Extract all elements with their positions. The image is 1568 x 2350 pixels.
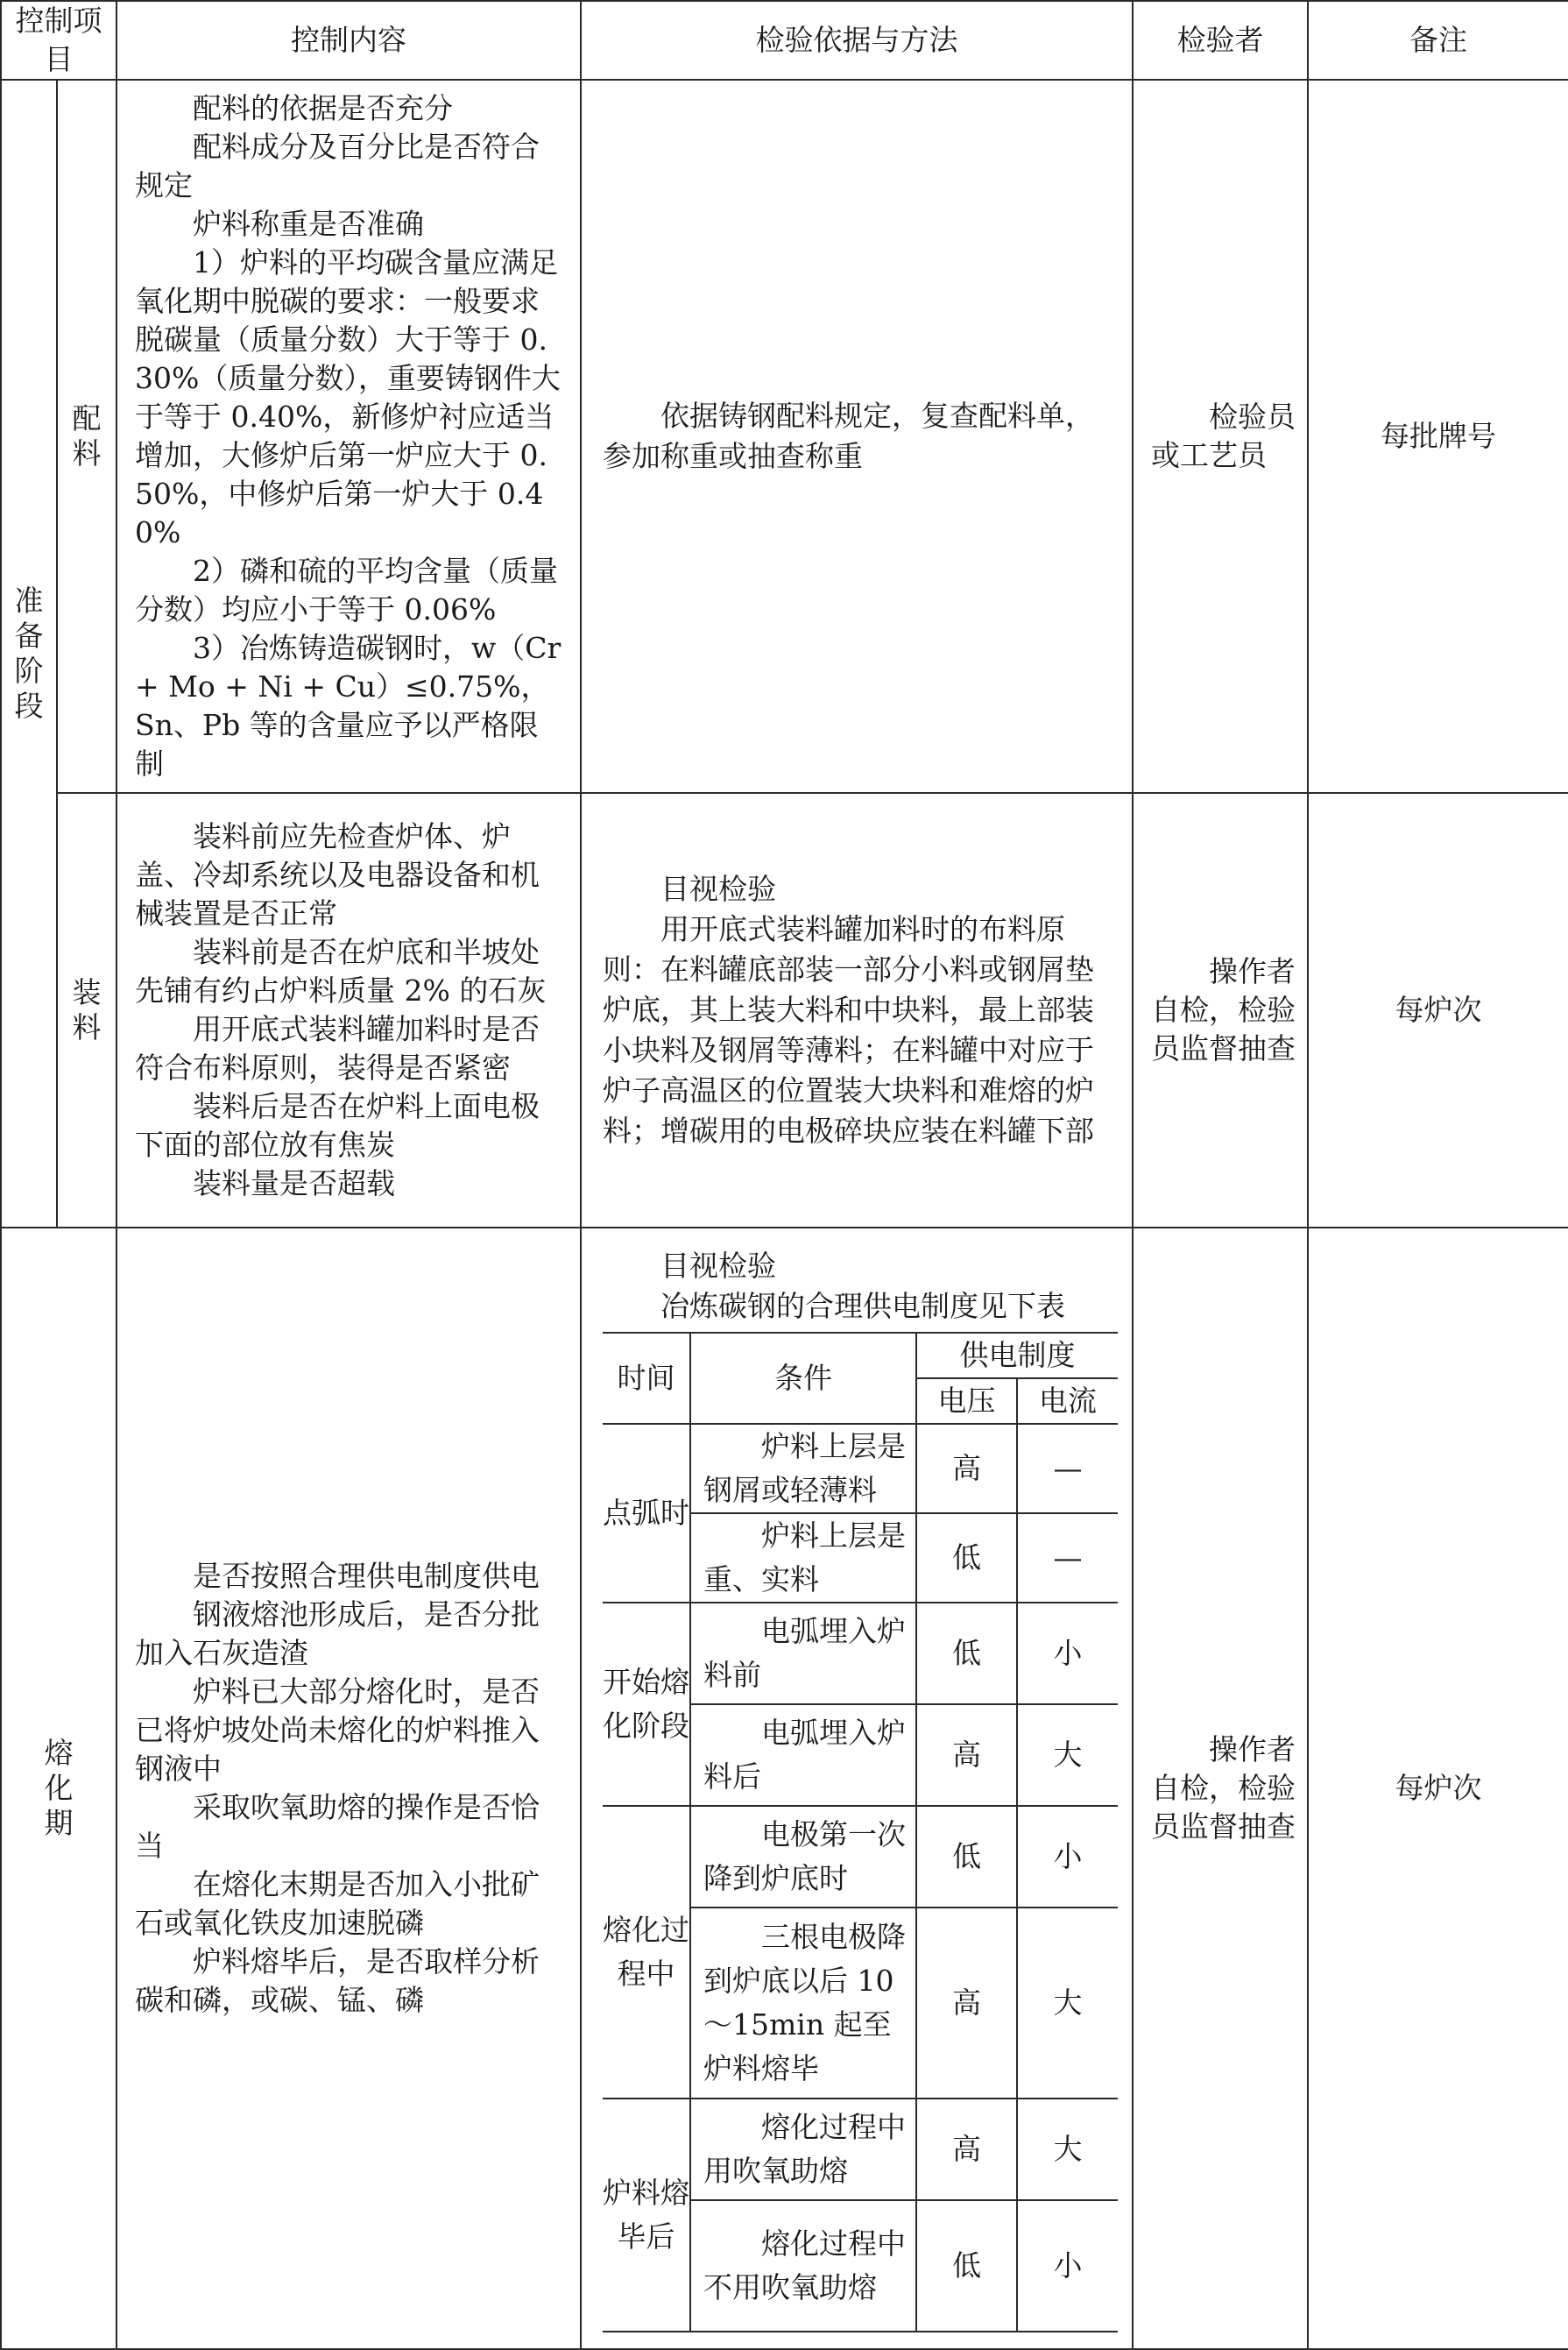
zhuangliao-method — [581, 793, 1133, 1228]
header-method: 检验依据与方法 — [581, 1, 1133, 80]
inner-condition — [690, 1908, 916, 2099]
power-supply-table — [603, 1332, 1118, 2332]
inner-time: 开始熔化阶段 — [603, 1603, 690, 1806]
inner-voltage: 低 — [916, 1806, 1017, 1908]
inner-header-time: 时间 — [603, 1333, 690, 1424]
item-label-zhuangliao — [57, 793, 117, 1228]
inner-time: 炉料熔毕后 — [603, 2099, 690, 2332]
inner-current: 小 — [1017, 1806, 1118, 1908]
inner-condition — [690, 2200, 916, 2332]
content-line: 2）磷和硫的平均含量（质量分数）均应小于等于 0.06% — [135, 554, 558, 626]
content-line: 装料前是否在炉底和半坡处先铺有约占炉料质量 2% 的石灰 — [135, 935, 547, 1008]
peiliao-inspector — [1133, 80, 1308, 793]
content-line: 钢液熔池形成后，是否分批加入石灰造渣 — [135, 1597, 540, 1670]
content-line: 装料前应先检查炉体、炉盖、冷却系统以及电器设备和机械装置是否正常 — [135, 819, 540, 931]
inner-current: 小 — [1017, 2200, 1118, 2332]
method-line: 用开底式装料罐加料时的布料原则：在料罐底部装一部分小料或钢屑垫炉底，其上装大料和中块料，最上部装小块料及钢屑等薄料；在料罐中对应于炉子高温区的位置装大块料和难熔的炉料；增碳用的电极碎块应装在料罐下部 — [603, 912, 1094, 1148]
stage-ronghua-text: 熔化期 — [44, 1736, 74, 1840]
content-line: 装料后是否在炉料上面电极下面的部位放有焦炭 — [135, 1089, 540, 1162]
content-line: 配料成分及百分比是否符合规定 — [135, 130, 540, 202]
table-header-row — [1, 1, 1568, 80]
stage-label-prep — [1, 80, 57, 1228]
ronghua-remark: 每炉次 — [1308, 1228, 1568, 2349]
inner-header-current: 电流 — [1017, 1378, 1118, 1424]
content-line: 用开底式装料罐加料时是否符合布料原则，装得是否紧密 — [135, 1012, 540, 1085]
inspector-text: 检验员或工艺员 — [1151, 400, 1296, 472]
inner-voltage: 低 — [916, 1513, 1017, 1603]
condition-text: 电弧埋入炉料前 — [703, 1614, 906, 1692]
inner-header-row — [603, 1333, 1118, 1378]
header-inspector: 检验者 — [1133, 1, 1308, 80]
ronghua-method — [581, 1228, 1133, 2349]
table-row — [603, 1424, 1118, 1513]
condition-text: 熔化过程中不用吹氧助熔 — [703, 2226, 906, 2304]
ronghua-inspector — [1133, 1228, 1308, 2349]
method-line: 冶炼碳钢的合理供电制度见下表 — [660, 1289, 1065, 1323]
inner-voltage: 低 — [916, 2200, 1017, 2332]
inner-condition — [690, 1806, 916, 1908]
zhuangliao-inspector — [1133, 793, 1308, 1228]
inner-header-supply: 供电制度 — [916, 1333, 1118, 1378]
inner-voltage: 低 — [916, 1603, 1017, 1704]
item-label-peiliao — [57, 80, 117, 793]
inspector-text: 操作者自检，检验员监督抽查 — [1151, 1732, 1296, 1844]
stage-label-ronghua — [1, 1228, 117, 2349]
content-line: 是否按照合理供电制度供电 — [193, 1559, 540, 1593]
method-text: 依据铸钢配料规定，复查配料单，参加称重或抽查称重 — [603, 399, 1094, 473]
inner-condition — [690, 2099, 916, 2200]
method-line: 目视检验 — [660, 1249, 776, 1283]
table-row-peiliao — [1, 80, 1568, 793]
inner-header-voltage: 电压 — [916, 1378, 1017, 1424]
inner-current: 大 — [1017, 1908, 1118, 2099]
inner-current: 大 — [1017, 2099, 1118, 2200]
inner-condition — [690, 1424, 916, 1513]
table-row-zhuangliao — [1, 793, 1568, 1228]
condition-text: 电弧埋入炉料后 — [703, 1716, 906, 1794]
peiliao-content — [117, 80, 581, 793]
header-remark: 备注 — [1308, 1, 1568, 80]
peiliao-method — [581, 80, 1133, 793]
stage-prep-text: 准备阶段 — [14, 584, 44, 723]
inner-voltage: 高 — [916, 1704, 1017, 1806]
inner-current: 小 — [1017, 1603, 1118, 1704]
method-line: 目视检验 — [660, 872, 776, 906]
zhuangliao-content — [117, 793, 581, 1228]
inner-condition — [690, 1513, 916, 1603]
inner-current: — — [1017, 1424, 1118, 1513]
inner-condition — [690, 1704, 916, 1806]
inspector-text: 操作者自检，检验员监督抽查 — [1151, 954, 1296, 1065]
content-line: 采取吹氧助熔的操作是否恰当 — [135, 1790, 540, 1863]
peiliao-remark: 每批牌号 — [1308, 80, 1568, 793]
inner-voltage: 高 — [916, 2099, 1017, 2200]
inner-header-condition: 条件 — [690, 1333, 916, 1424]
header-control-item: 控制项目 — [1, 1, 117, 80]
inner-time: 点弧时 — [603, 1424, 690, 1603]
content-line: 炉料已大部分熔化时，是否已将炉坡处尚未熔化的炉料推入钢液中 — [135, 1674, 540, 1786]
item-peiliao-text: 配料 — [72, 401, 102, 471]
condition-text: 炉料上层是钢屑或轻薄料 — [703, 1429, 906, 1507]
content-line: 配料的依据是否充分 — [193, 91, 453, 125]
content-line: 3）冶炼铸造碳钢时，w（Cr + Mo + Ni + Cu）≤0.75%，Sn、Pb 等的含量应予以严格限制 — [135, 631, 562, 781]
inner-current: — — [1017, 1513, 1118, 1603]
content-line: 在熔化末期是否加入小批矿石或氧化铁皮加速脱磷 — [135, 1867, 540, 1940]
condition-text: 三根电极降到炉底以后 10～15min 起至炉料熔毕 — [703, 1920, 906, 2085]
inner-time: 熔化过程中 — [603, 1806, 690, 2099]
header-control-content: 控制内容 — [117, 1, 581, 80]
condition-text: 炉料上层是重、实料 — [703, 1518, 906, 1596]
content-line: 1）炉料的平均碳含量应满足氧化期中脱碳的要求：一般要求脱碳量（质量分数）大于等于 0.30%（质量分数），重要铸钢件大于等于 0.40%，新修炉衬应适当增加，大修炉后第一炉应大于 0.50%，中修炉后第一炉大于 0.40% — [135, 245, 561, 549]
content-line: 炉料熔毕后，是否取样分析碳和磷，或碳、锰、磷 — [135, 1944, 540, 2017]
ronghua-content — [117, 1228, 581, 2349]
inner-current: 大 — [1017, 1704, 1118, 1806]
content-line: 装料量是否超载 — [193, 1166, 395, 1200]
content-line: 炉料称重是否准确 — [193, 207, 424, 241]
condition-text: 熔化过程中用吹氧助熔 — [703, 2110, 906, 2188]
table-row — [603, 1603, 1118, 1704]
table-row — [603, 2099, 1118, 2200]
table-row-ronghua — [1, 1228, 1568, 2349]
zhuangliao-remark: 每炉次 — [1308, 793, 1568, 1228]
table-row — [603, 1806, 1118, 1908]
inner-voltage: 高 — [916, 1424, 1017, 1513]
inner-condition — [690, 1603, 916, 1704]
inner-voltage: 高 — [916, 1908, 1017, 2099]
condition-text: 电极第一次降到炉底时 — [703, 1817, 906, 1895]
item-zhuangliao-text: 装料 — [72, 975, 102, 1044]
